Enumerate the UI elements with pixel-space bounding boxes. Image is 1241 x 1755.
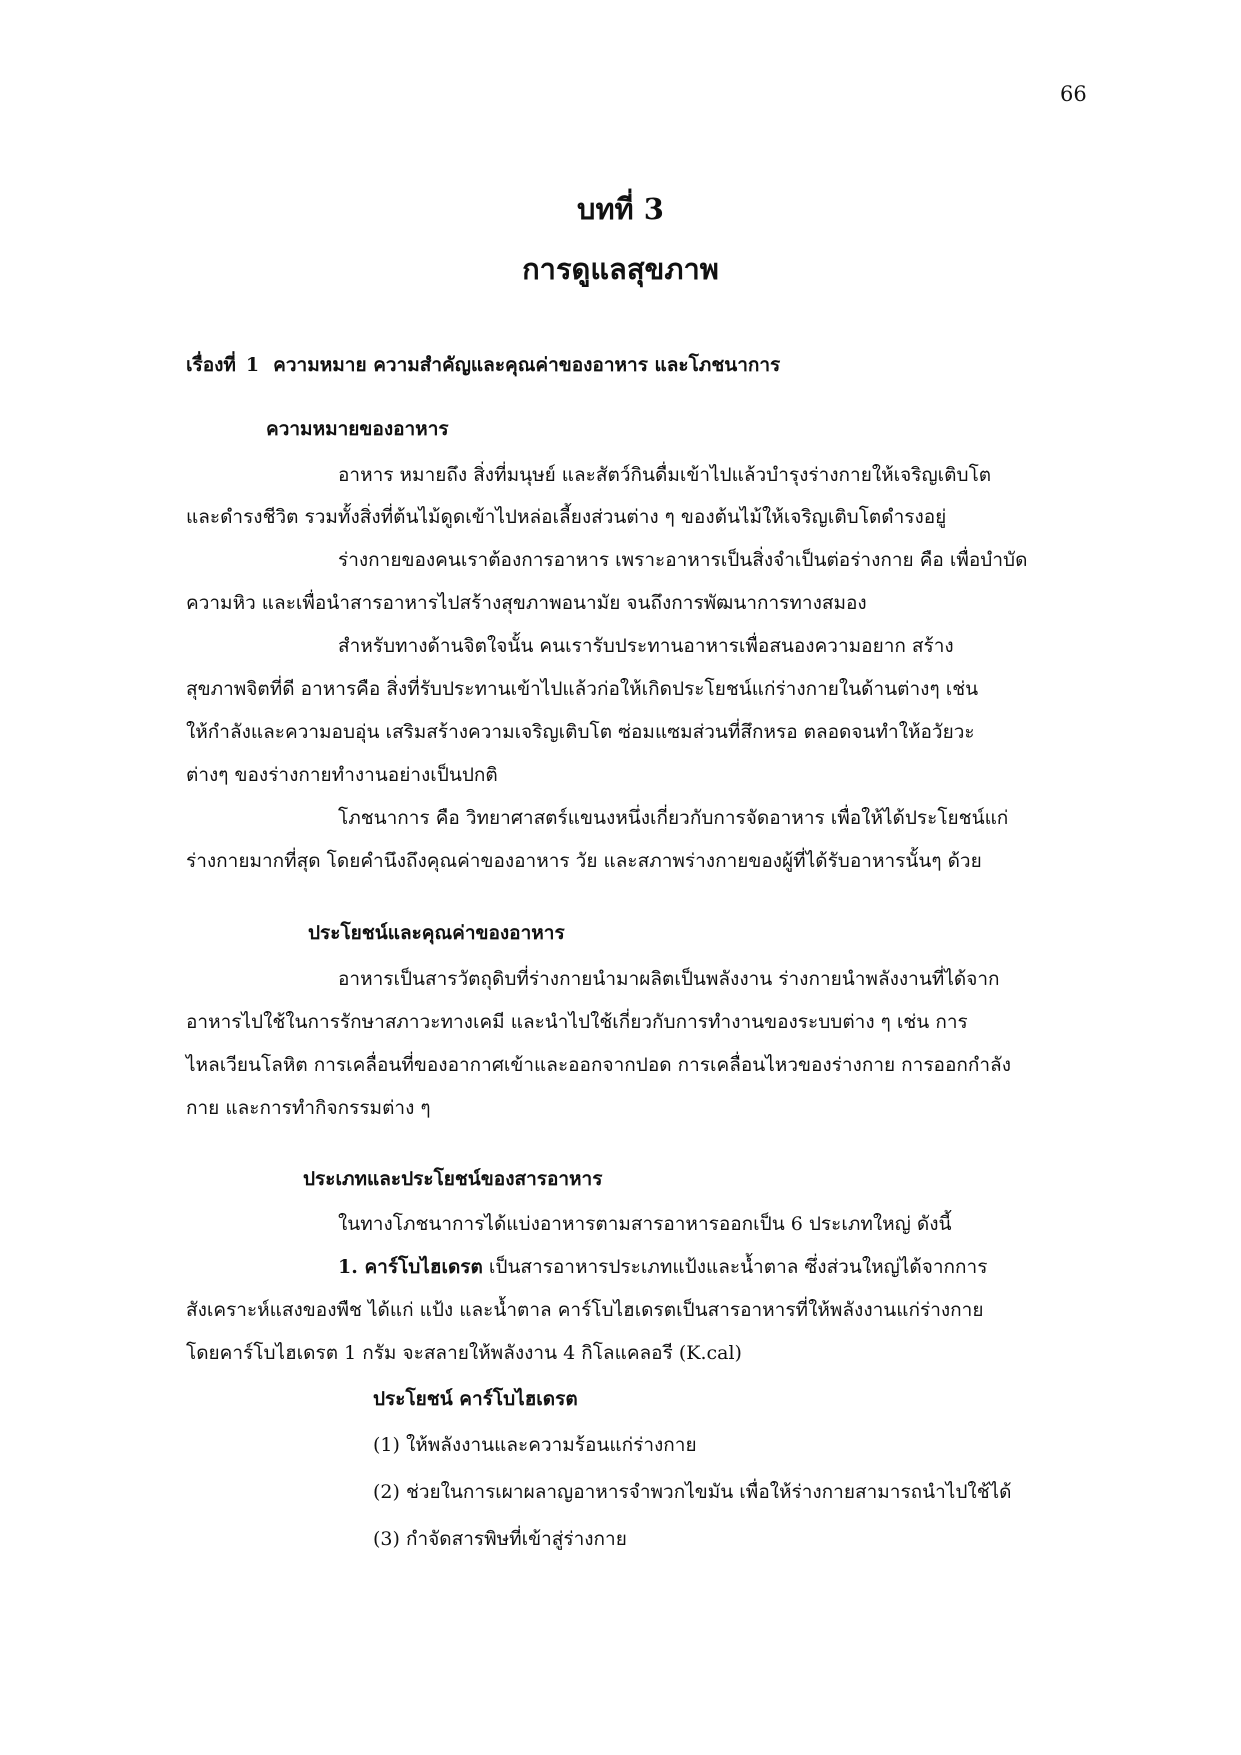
body-line: โดยคาร์โบไฮเดรต 1 กรัม จะสลายให้พลังงาน 4 กิโลแคลอรี (K.cal): [186, 1342, 742, 1364]
body-line: โภชนาการ คือ วิทยาศาสตร์แขนงหนึ่งเกี่ยวกับการจัดอาหาร เพื่อให้ได้ประโยชน์แก่: [338, 807, 1009, 829]
chapter-title: การดูแลสุขภาพ: [522, 252, 719, 286]
subheading-carb-benefits: ประโยชน์ คาร์โบไฮเดรต: [373, 1388, 578, 1410]
body-line: และดำรงชีวิต รวมทั้งสิ่งที่ต้นไม้ดูดเข้าไปหล่อเลี้ยงส่วนต่าง ๆ ของต้นไม้ให้เจริญเติบโตดำรงอยู่: [186, 506, 947, 528]
section-label: เรื่องที่: [186, 354, 236, 376]
body-line: ต่างๆ ของร่างกายทำงานอย่างเป็นปกติ: [186, 764, 498, 786]
subheading-types: ประเภทและประโยชน์ของสารอาหาร: [303, 1168, 603, 1190]
list-item: (2) ช่วยในการเผาผลาญอาหารจำพวกไขมัน เพื่อให้ร่างกายสามารถนำไปใช้ได้: [373, 1481, 1012, 1503]
body-line: อาหารไปใช้ในการรักษาสภาวะทางเคมี และนำไปใช้เกี่ยวกับการทำงานของระบบต่าง ๆ เช่น การ: [186, 1011, 968, 1033]
carbohydrate-term: 1. คาร์โบไฮเดรต: [338, 1256, 483, 1278]
subheading-benefits-value: ประโยชน์และคุณค่าของอาหาร: [308, 922, 565, 944]
body-line: อาหารเป็นสารวัตถุดิบที่ร่างกายนำมาผลิตเป็นพลังงาน ร่างกายนำพลังงานที่ได้จาก: [338, 968, 1000, 990]
section-title: ความหมาย ความสำคัญและคุณค่าของอาหาร และโภชนาการ: [273, 354, 781, 376]
chapter-number: บทที่ 3: [577, 192, 664, 226]
body-line: สุขภาพจิตที่ดี อาหารคือ สิ่งที่รับประทานเข้าไปแล้วก่อให้เกิดประโยชน์แก่ร่างกายในด้านต่างๆ เช่น: [186, 678, 979, 700]
body-line: กาย และการทำกิจกรรมต่าง ๆ: [186, 1097, 431, 1119]
body-line: [338, 1252, 987, 1282]
list-item: (1) ให้พลังงานและความร้อนแก่ร่างกาย: [373, 1434, 697, 1456]
body-line: สังเคราะห์แสงของพืช ได้แก่ แป้ง และน้ำตาล คาร์โบไฮเดรตเป็นสารอาหารที่ให้พลังงานแก่ร่างกาย: [186, 1299, 984, 1321]
section-number: 1: [245, 354, 260, 376]
body-line: ร่างกายของคนเราต้องการอาหาร เพราะอาหารเป็นสิ่งจำเป็นต่อร่างกาย คือ เพื่อบำบัด: [338, 549, 1028, 571]
body-line-rest: เป็นสารอาหารประเภทแป้งและน้ำตาล ซึ่งส่วนใหญ่ได้จากการ: [482, 1256, 988, 1278]
body-line: ร่างกายมากที่สุด โดยคำนึงถึงคุณค่าของอาหาร วัย และสภาพร่างกายของผู้ที่ได้รับอาหารนั้นๆ ด้วย: [186, 850, 982, 872]
subheading-meaning: ความหมายของอาหาร: [266, 418, 449, 440]
section-heading: [186, 350, 780, 380]
list-item: (3) กำจัดสารพิษที่เข้าสู่ร่างกาย: [373, 1528, 627, 1550]
body-line: ไหลเวียนโลหิต การเคลื่อนที่ของอากาศเข้าและออกจากปอด การเคลื่อนไหวของร่างกาย การออกกำลัง: [186, 1054, 1011, 1076]
page-number: 66: [1060, 82, 1087, 106]
body-line: ให้กำลังและความอบอุ่น เสริมสร้างความเจริญเติบโต ซ่อมแซมส่วนที่สึกหรอ ตลอดจนทำให้อวัยวะ: [186, 721, 975, 743]
body-line: สำหรับทางด้านจิตใจนั้น คนเรารับประทานอาหารเพื่อสนองความอยาก สร้าง: [338, 635, 954, 657]
body-line: ความหิว และเพื่อนำสารอาหารไปสร้างสุขภาพอนามัย จนถึงการพัฒนาการทางสมอง: [186, 592, 867, 614]
body-line: อาหาร หมายถึง สิ่งที่มนุษย์ และสัตว์กินดื่มเข้าไปแล้วบำรุงร่างกายให้เจริญเติบโต: [338, 464, 992, 486]
body-line: ในทางโภชนาการได้แบ่งอาหารตามสารอาหารออกเป็น 6 ประเภทใหญ่ ดังนี้: [338, 1213, 952, 1235]
